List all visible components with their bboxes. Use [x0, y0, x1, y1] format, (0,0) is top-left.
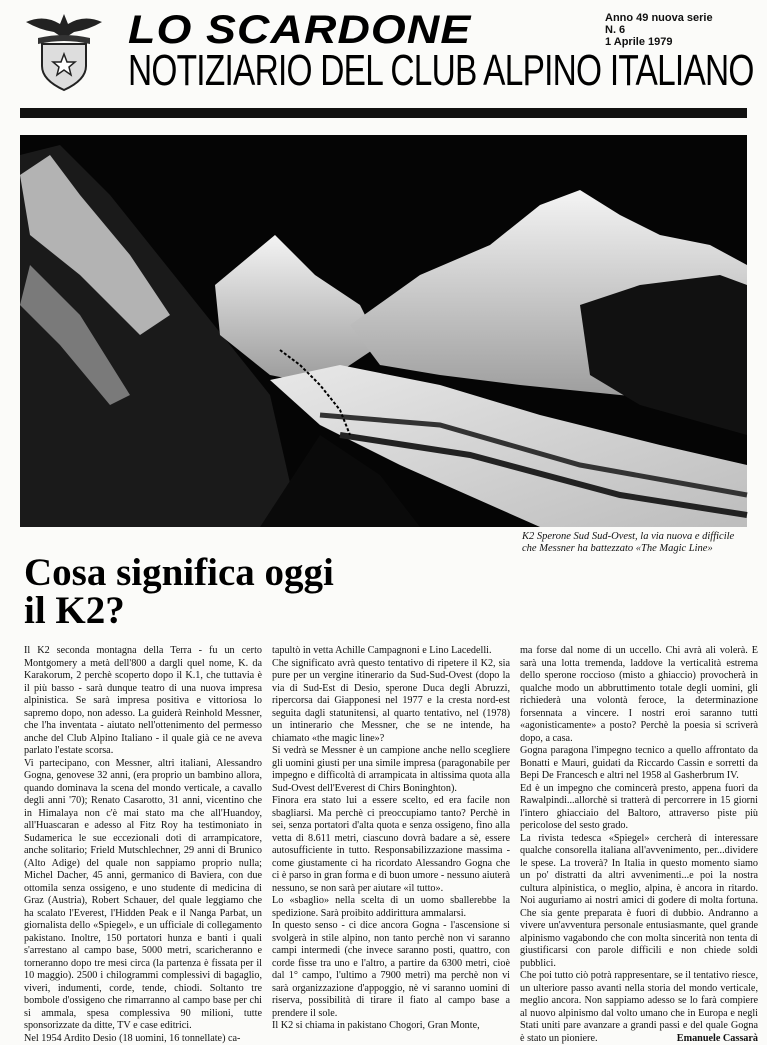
paragraph: ma forse dal nome di un uccello. Chi avrà ali volerà. E sarà una lotta tremenda, laddove la verticalità estrema dello sperone roccioso (misto a ghiaccio) provocherà in qualche modo un abbruttimento totale degli uomini, gli richiederà una volontà feroce, la determinazione forsennata a vincere. I nostri eroi saranno tutti «agonisticamente» a posto? Perchè la poesia si scriverà dopo, a casa.: [520, 645, 758, 745]
article-column-2: [272, 645, 510, 1033]
caption-line: K2 Sperone Sud Sud-Ovest, la via nuova e difficile: [522, 531, 734, 543]
paragraph: Che significato avrà questo tentativo di ripetere il K2, sia pure per un vergine itinerario da Sud-Sud-Ovest (dopo la via di Sud-Est di Desio, sperone Duca degli Abruzzi, ripercorsa dai Giapponesi nel 1977 e la cresta nord-est seguita dagli statunitensi, al quarto tentativo, nel (1978) un intinerario che Messner, che se ne intende, ha chiamato «the magic line»?: [272, 658, 510, 746]
k2-photo: [20, 135, 747, 527]
paragraph: Il K2 seconda montagna della Terra - fu un certo Montgomery a metà dell'800 a dargli quel nome, K. da Karakorum, 2 perchè scoperto dopo il K.1, che tuttavia è il più basso - sarà dunque teatro di una nuova impresa alpinistica. Se sarà impresa positiva e vittoriosa lo sapremo dopo, non adesso. La guiderà Reinhold Messner, che l'ha inventata - aiutato nell'ottenimento del permesso anche del Club Alpino Italiano - il quale già ce ne aveva parlato l'estate scorsa.: [24, 645, 262, 758]
paragraph: La rivista tedesca «Spiegel» cercherà di interessare qualche consorella italiana all'avvenimento, per...dividere le spese. La troverà? In Italia in questo momento siamo un po' distratti da altri avvenimenti...e poi la nostra cultura alpinistica, o meglio, alpina, è ancora in ritardo. Noi auguriamo ai nostri amici di godere di molta fortuna. Che sia gente preparata è fuori di dubbio. Andranno a vivere un'avventura personale entusiasmante, quel grande alpinismo vagabondo che con molta sincerità non tenta di giustificarsi con parole difficili e non chiede soldi pubblici.: [520, 833, 758, 971]
paragraph: Il K2 si chiama in pakistano Chogori, Gran Monte,: [272, 1020, 510, 1033]
photo-caption: [522, 531, 734, 555]
issue-date: 1 Aprile 1979: [605, 36, 713, 48]
paragraph: Nel 1954 Ardito Desio (18 uomini, 16 tonnellate) ca-: [24, 1033, 262, 1045]
paragraph: Gogna paragona l'impegno tecnico a quello affrontato da Bonatti e Mauri, guidati da Riccardo Cassin e sorretti da Bepi De Francesch e altri nel 1958 al Gasherbrum IV.: [520, 745, 758, 783]
article-headline: [24, 554, 334, 630]
paragraph: Che poi tutto ciò potrà rappresentare, se il tentativo riesce, un ulteriore passo avanti nella storia del mondo verticale, meglio ancora. Non sappiamo adesso se lo farà compiere al nuovo alpinismo dal volto umano che in Europa e negli Stati uniti pare avanzare a grandi passi e del quale Gogna è stato un pioniere.: [520, 970, 758, 1045]
paragraph: In questo senso - ci dice ancora Gogna - l'ascensione si svolgerà in stile alpino, non tanto perchè non vi saranno campi intermedi (che invece saranno posti, quattro, con corde fisse tra uno e l'altro, a partire da 6300 metri, cioè dal 1° campo, l'ultimo a 7900 metri) ma perchè non vi sarà organizzazione d'appoggio, nè vi saranno uomini di riserva, possibilità di tirare il fiato al campo base a prendere il sole.: [272, 920, 510, 1020]
article-column-3: [520, 645, 758, 1045]
paragraph: Finora era stato lui a essere scelto, ed era facile non sbagliarsi. Ma perchè ci preoccupiamo tanto? Perchè in sei, senza portatori d'alta quota e senza ossigeno, fino alla vetta di 8.611 metri, ciascuno dovrà badare a sè, essere autosufficiente in tutto. Responsabilizzazione massima - come giustamente ci ha ricordato Alessandro Gogna che ci è parso in gran forma e di buon umore - nessuno aiuterà nessuno, se non sarà per aiutare «il tutto».: [272, 795, 510, 895]
paragraph: Si vedrà se Messner è un campione anche nello scegliere gli uomini giusti per una simile impresa (paragonabile per impegno e difficoltà di arrampicata in altissima quota alla Sud-Ovest dell'Everest di Chirs Boninghton).: [272, 745, 510, 795]
paragraph: tapultò in vetta Achille Campagnoni e Lino Lacedelli.: [272, 645, 510, 658]
header-rule: [20, 108, 747, 118]
cai-eagle-shield-icon: [24, 10, 104, 90]
headline-line: Cosa significa oggi: [24, 554, 334, 592]
newspaper-subtitle: NOTIZIARIO DEL CLUB ALPINO ITALIANO: [128, 48, 754, 94]
author-signature: Emanuele Cassarà: [520, 1033, 758, 1045]
issue-number: N. 6: [605, 24, 713, 36]
masthead: [0, 0, 767, 125]
issue-info: [605, 12, 713, 48]
article-column-1: [24, 645, 262, 1045]
paragraph: Lo «sbaglio» nella scelta di un uomo sballerebbe la spedizione. Sarà proibito addirittura ammalarsi.: [272, 895, 510, 920]
headline-line: il K2?: [24, 592, 334, 630]
caption-line: che Messner ha battezzato «The Magic Line»: [522, 543, 734, 555]
issue-year: Anno 49 nuova serie: [605, 12, 713, 24]
paragraph: Vi partecipano, con Messner, altri italiani, Alessandro Gogna, genovese 32 anni, (era proprio un bambino allora, quando dominava la scena del mondo verticale, a cavallo degli anni '70); Renato Casarotto, 31 anni, vicentino che in Himalaya non c'è mai stato ma che all'Huandoy, all'Huascaran e adesso al Fitz Roy ha testimoniato in Sudamerica le sue eccezionali doti di arrampicatore, anche solitario; Frield Mutschlechner, 29 anni di Brunico (Alto Adige) del quale non sappiamo proprio nulla; Michel Dacher, 45 anni, germanico di Baviera, con due ottomila senza ossigeno, e uno studente di medicina di Graz (Austria), Robert Schauer, del quale leggiamo che ha scalato l'Everest, l'Hidden Peak e il Nanga Parbat, un giornalista dello «Spiegel», e un ufficiale di collegamento pakistano. Inoltre, 150 portatori hunza e banti i quali s'arrestano al campo base, 5000 metri, scaricheranno e torneranno dopo tre mesi circa (la partenza è fissata per il 10 maggio). 2500 i chilogrammi complessivi di bagaglio, viveri, indumenti, corde, tende, chiodi. Soltanto tre bombole d'ossigeno che rimarranno al campo base per chi si ammala, spesa complessiva 90 milioni, tutte sponsorizzate da ditte, TV e case editrici.: [24, 758, 262, 1033]
newspaper-title: LO SCARDONE: [128, 10, 471, 50]
paragraph: Ed è un impegno che comincerà presto, appena fuori da Rawalpindi...allorchè si tratterà di percorrere in 15 giorni l'intero ghiacciaio del Baltoro, attraverso piste più pericolose del sesto grado.: [520, 783, 758, 833]
